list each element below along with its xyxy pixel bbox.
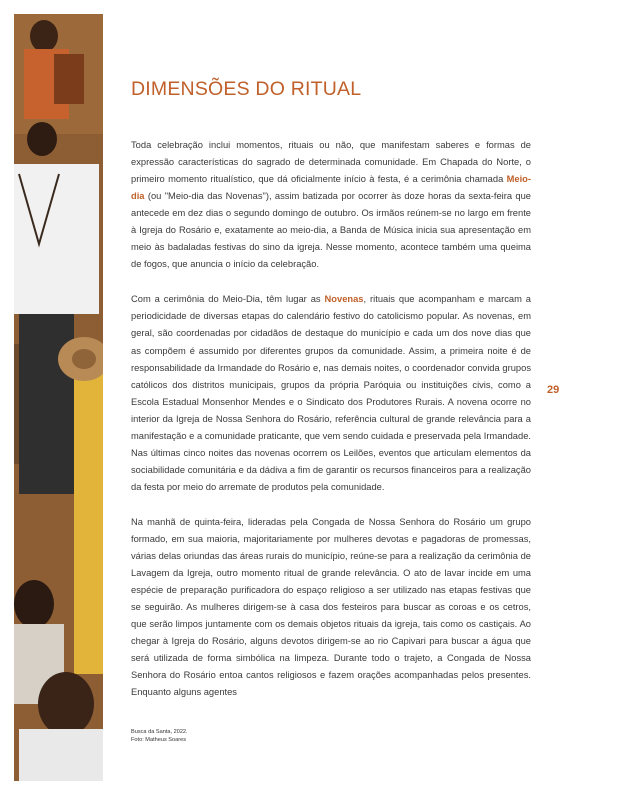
paragraph-meio-dia: Toda celebração inclui momentos, rituais ou não, que manifestam saberes e formas de expressão características do sagrado de determinada comunidade. Em Chapada do Norte, o primeiro momento ritualístico, que dá oficialmente início à festa, é a cerimônia chamada Meio-dia (ou "Meio-dia das Novenas"), assim batizada por ocorrer às doze horas da sexta-feira que antecede em dez dias o segundo domingo de outubro. Os irmãos reúnem-se no largo em frente à Igreja do Rosário e, exatamente ao meio-dia, a Banda de Música inicia sua apresentação em meio às badaladas festivas do sino da igreja. Nesse momento, acontece também uma queima de fogos, que anuncia o início da celebração. [131,140,531,270]
paragraph-lavagem: Na manhã de quinta-feira, lideradas pela Congada de Nossa Senhora do Rosário um grupo formado, em sua maioria, majoritariamente por mulheres devotas e pagadoras de promessas, várias delas oriundas das áreas rurais do município, reúne-se para a realização da cerimônia de Lavagem da Igreja, outro momento ritual de grande relevância. O ato de lavar incide em uma espécie de preparação purificadora do espaço religioso a ser utilizado nas etapas festivas que se seguirão. As mulheres dirigem-se à casa dos festeiros para buscar as coroas e os cetros, que serão limpos juntamente com os demais objetos rituais da igreja, tais como os castiçais. Ao chegar à Igreja do Rosário, alguns devotos dirigem-se ao rio Capivari para buscar a água que será utilizada de forma simbólica na limpeza. Durante todo o trajeto, a Congada de Nossa Senhora do Rosário entoa cantos religiosos e fazem orações acompanhadas pelos presentes. Enquanto alguns agentes [131,516,531,698]
page-number: 29 [547,384,560,396]
caption-line-2: Foto: Matheus Soares [131,737,187,743]
caption-line-1: Busca da Santa, 2022. [131,729,188,735]
procession-photo [14,14,103,781]
highlight-novenas: Novenas [324,294,364,305]
page-title: DIMENSÕES DO RITUAL [131,78,362,100]
highlight-meio-dia: Meio-dia [131,174,531,202]
paragraph-novenas: Com a cerimônia do Meio-Dia, têm lugar as Novenas, rituais que acompanham e marcam a periodicidade de diversas etapas do calendário festivo do catolicismo popular. As novenas, em geral, são coordenadas por cidadãos de destaque do município e cada um dos nove dias que as compõem é assumido por diferentes grupos da comunidade. Assim, a primeira noite é de responsabilidade da Irmandade do Rosário e, nas demais noites, o coordenador convida grupos católicos dos distritos municipais, grupos da própria Paróquia ou instituições civis, como a Escola Estadual Monsenhor Mendes e o Sindicato dos Produtores Rurais. A novena ocorre no interior da Igreja de Nossa Senhora do Rosário, referência cultural de grande relevância para a manifestação e a comunidade praticante, que vem sendo cuidada e preservada pela Irmandade. Nas últimas cinco noites das novenas ocorrem os Leilões, eventos que articulam elementos da sociabilidade comunitária e da dádiva a fim de garantir os recursos financeiros para a realização da festa por meio do arremate de produtos pela comunidade. [131,294,531,492]
photo-caption [131,728,188,744]
article-body [131,137,531,719]
